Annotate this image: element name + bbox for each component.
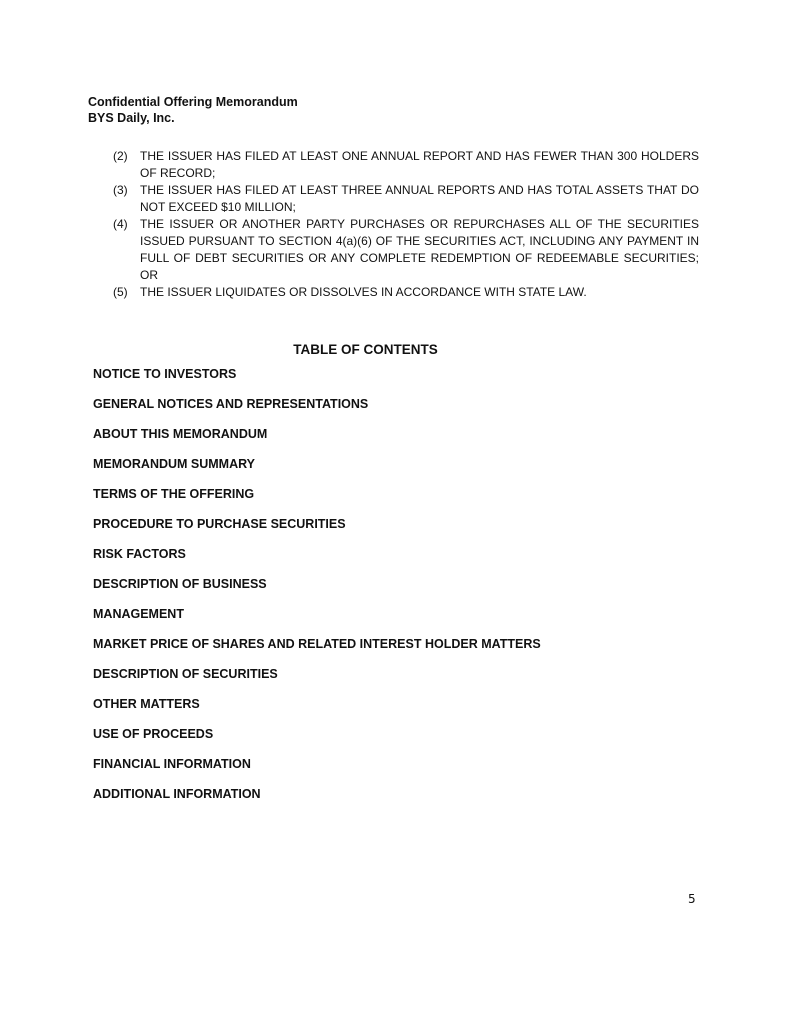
header-memorandum-title: Confidential Offering Memorandum [88,95,298,109]
conditions-list [113,148,699,301]
toc-entry-additional-information[interactable]: ADDITIONAL INFORMATION [93,787,261,801]
toc-entry-other-matters[interactable]: OTHER MATTERS [93,697,200,711]
condition-number: (2) [113,149,128,163]
condition-text: THE ISSUER HAS FILED AT LEAST THREE ANNUAL REPORTS AND HAS TOTAL ASSETS THAT DO NOT EXCEED $10 MILLION; [140,183,699,214]
toc-entry-terms-of-offering[interactable]: TERMS OF THE OFFERING [93,487,255,501]
toc-entry-management[interactable]: MANAGEMENT [93,607,184,621]
header-company-name: BYS Daily, Inc. [88,111,175,125]
toc-heading: TABLE OF CONTENTS [293,342,438,357]
toc-entry-risk-factors[interactable]: RISK FACTORS [93,547,186,561]
condition-number: (4) [113,217,128,231]
condition-text: THE ISSUER OR ANOTHER PARTY PURCHASES OR REPURCHASES ALL OF THE SECURITIES ISSUED PURSUANT TO SECTION 4(a)(6) OF THE SECURITIES ACT, INCLUDING ANY PAYMENT IN FULL OF DEBT SECURITIES OR ANY COMPLETE REDEMPTION OF REDEEMABLE SECURITIES; OR [140,217,699,282]
toc-entry-procedure-to-purchase[interactable]: PROCEDURE TO PURCHASE SECURITIES [93,517,346,531]
toc-entry-about-memorandum[interactable]: ABOUT THIS MEMORANDUM [93,427,268,441]
condition-text: THE ISSUER HAS FILED AT LEAST ONE ANNUAL REPORT AND HAS FEWER THAN 300 HOLDERS OF RECORD; [140,149,699,180]
toc-entry-financial-information[interactable]: FINANCIAL INFORMATION [93,757,251,771]
toc-entry-description-of-securities[interactable]: DESCRIPTION OF SECURITIES [93,667,278,681]
toc-entry-general-notices[interactable]: GENERAL NOTICES AND REPRESENTATIONS [93,397,369,411]
document-header [88,94,298,126]
condition-number: (3) [113,183,128,197]
toc-entry-description-of-business[interactable]: DESCRIPTION OF BUSINESS [93,577,267,591]
condition-item [113,182,699,216]
table-of-contents [93,366,541,816]
condition-item [113,284,699,301]
toc-entry-market-price[interactable]: MARKET PRICE OF SHARES AND RELATED INTEREST HOLDER MATTERS [93,637,541,651]
condition-item [113,216,699,284]
condition-number: (5) [113,285,128,299]
condition-item [113,148,699,182]
condition-text: THE ISSUER LIQUIDATES OR DISSOLVES IN ACCORDANCE WITH STATE LAW. [140,285,587,299]
toc-entry-notice-to-investors[interactable]: NOTICE TO INVESTORS [93,367,237,381]
page-number: 5 [688,892,696,906]
toc-entry-use-of-proceeds[interactable]: USE OF PROCEEDS [93,727,214,741]
toc-entry-memorandum-summary[interactable]: MEMORANDUM SUMMARY [93,457,256,471]
